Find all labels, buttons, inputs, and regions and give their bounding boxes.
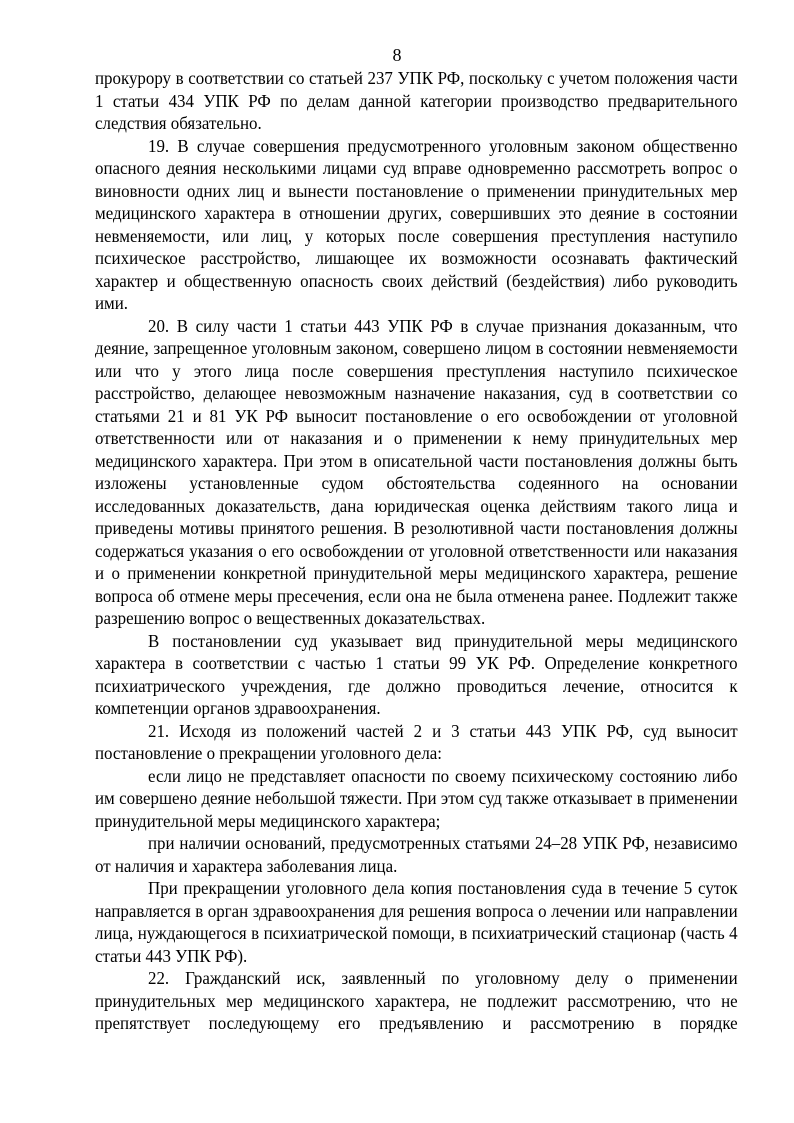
paragraph-item-22: 22. Гражданский иск, заявленный по уголовному делу о применении принудительных мер медицинского характера, не подлежит рассмотрению, что не препятствует последующему его предъявлению и рассмотрению в порядке [95,968,738,1033]
document-body [95,67,738,1035]
paragraph-item-21-case-2: при наличии оснований, предусмотренных статьями 24–28 УПК РФ, независимо от наличия и характера заболевания лица. [95,833,738,876]
paragraph-item-19: 19. В случае совершения предусмотренного уголовным законом общественно опасного деяния несколькими лицами суд вправе одновременно рассмотреть вопрос о виновности одних лиц и вынести постановление о применении принудительных мер медицинского характера в отношении других, совершивших это деяние в состоянии невменяемости, или лиц, у которых после совершения преступления наступило психическое расстройство, лишающее их возможности осознавать фактический характер и общественную опасность своих действий (бездействия) либо руководить ими. [95,135,738,313]
paragraph-item-20: 20. В силу части 1 статьи 443 УПК РФ в случае признания доказанным, что деяние, запрещенное уголовным законом, совершено лицом в состоянии невменяемости или что у этого лица после совершения преступления наступило психическое расстройство, делающее невозможным назначение наказания, суд в соответствии со статьями 21 и 81 УК РФ выносит постановление о его освобождении от уголовной ответственности или от наказания и о применении к нему принудительных мер медицинского характера. При этом в описательной части постановления должны быть изложены установленные судом обстоятельства содеянного на основании исследованных доказательств, дана юридическая оценка действиям такого лица и приведены мотивы принятого решения. В резолютивной части постановления должны содержаться указания о его освобождении от уголовной ответственности или наказания и о применении конкретной принудительной меры медицинского характера, решение вопроса об отмене меры пресечения, если она не была отменена ранее. Подлежит также разрешению вопрос о вещественных доказательствах. [95,315,738,628]
paragraph-item-21-case-1: если лицо не представляет опасности по своему психическому состоянию либо им совершено деяние небольшой тяжести. При этом суд также отказывает в применении принудительной меры медицинского характера; [95,765,738,831]
page-number: 8 [392,45,402,65]
paragraph-item-21: 21. Исходя из положений частей 2 и 3 статьи 443 УПК РФ, суд выносит постановление о прекращении уголовного дела: [95,720,738,763]
paragraph-continuation: прокурору в соответствии со статьей 237 УПК РФ, поскольку с учетом положения части 1 статьи 434 УПК РФ по делам данной категории производство предварительного следствия обязательно. [95,68,738,133]
paragraph-item-21-termination: При прекращении уголовного дела копия постановления суда в течение 5 суток направляется в орган здравоохранения для решения вопроса о лечении или направлении лица, нуждающегося в психиатрической помощи, в психиатрический стационар (часть 4 статьи 443 УПК РФ). [95,878,738,966]
paragraph-item-20-continued: В постановлении суд указывает вид принудительной меры медицинского характера в соответствии с частью 1 статьи 99 УК РФ. Определение конкретного психиатрического учреждения, где должно проводиться лечение, относится к компетенции органов здравоохранения. [95,630,738,718]
